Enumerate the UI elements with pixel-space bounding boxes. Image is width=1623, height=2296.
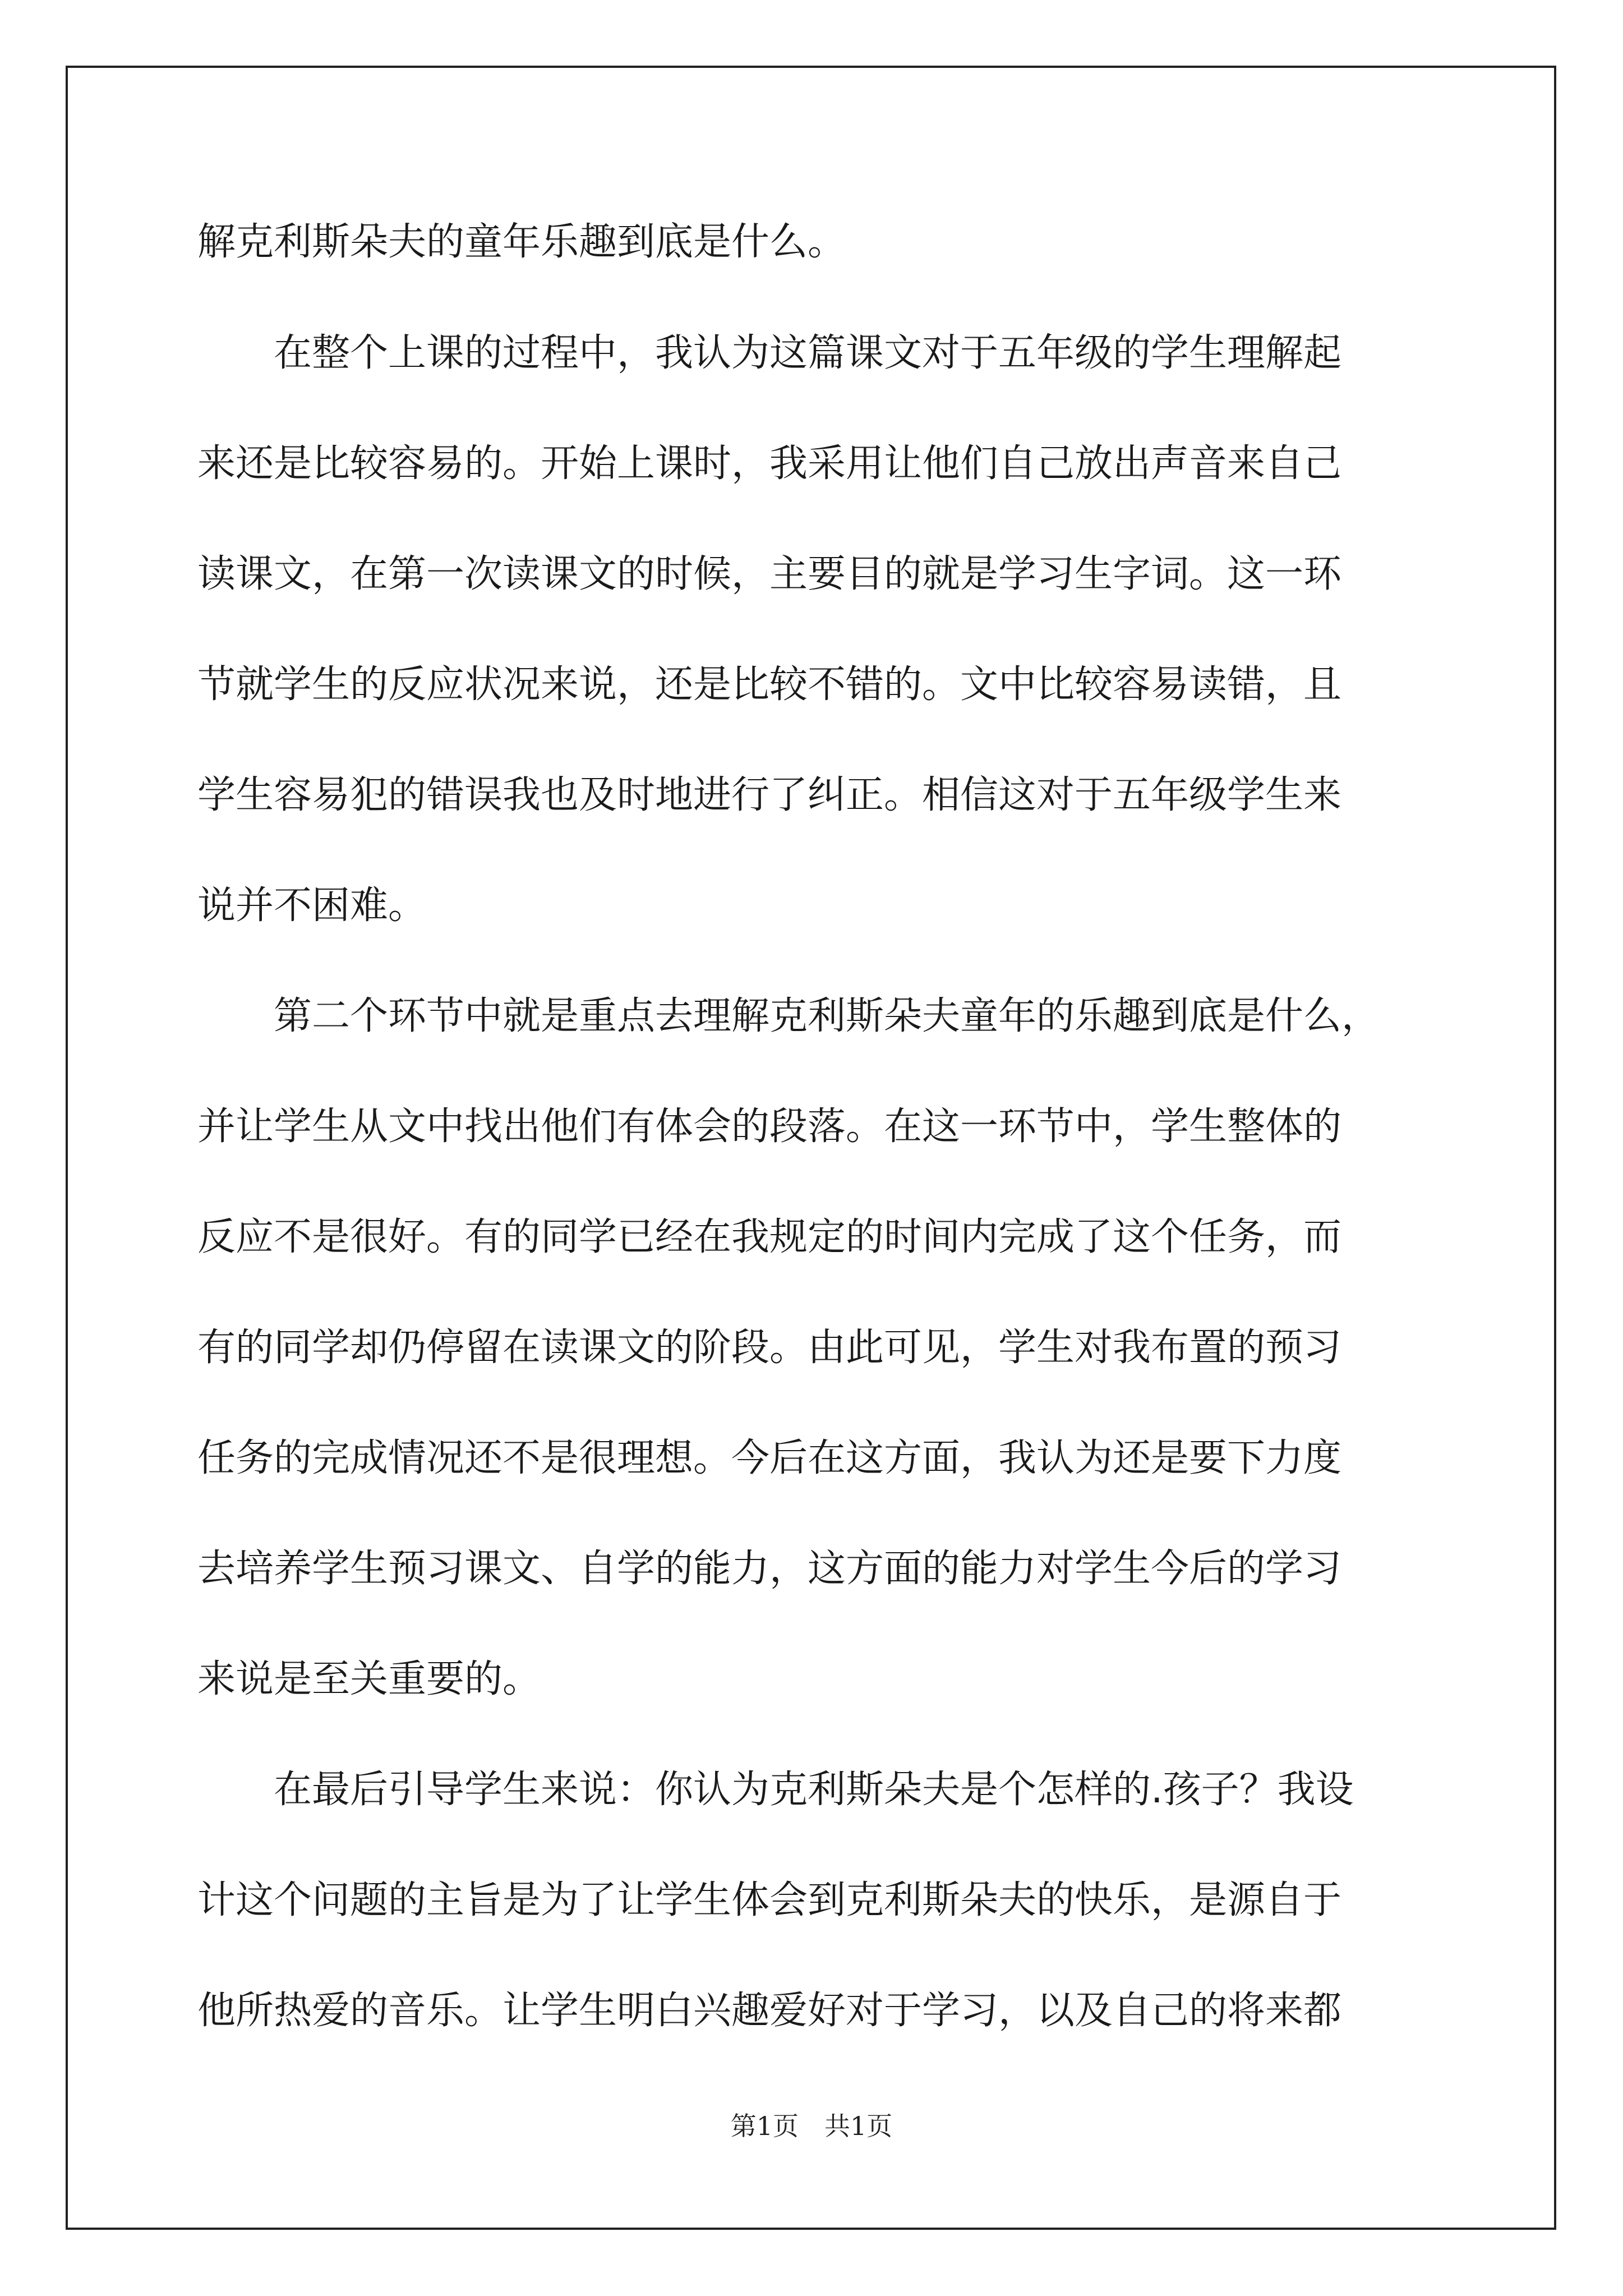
- body-line: 他所热爱的音乐。让学生明白兴趣爱好对于学习，以及自己的将来都: [197, 1989, 1342, 2033]
- body-line: 并让学生从文中找出他们有体会的段落。在这一环节中，学生整体的: [197, 1105, 1342, 1149]
- body-line: 反应不是很好。有的同学已经在我规定的时间内完成了这个任务，而: [197, 1215, 1342, 1259]
- page-number-footer: 第1页 共1页: [730, 2111, 893, 2141]
- body-line: 解克利斯朵夫的童年乐趣到底是什么。: [197, 220, 846, 264]
- body-line: 来说是至关重要的。: [197, 1657, 541, 1701]
- body-line: 来还是比较容易的。开始上课时，我采用让他们自己放出声音来自己: [197, 441, 1342, 486]
- body-line: 任务的完成情况还不是很理想。今后在这方面，我认为还是要下力度: [197, 1436, 1342, 1480]
- body-line: 第二个环节中就是重点去理解克利斯朵夫童年的乐趣到底是什么，: [197, 994, 1380, 1038]
- body-line: 说并不困难。: [197, 884, 427, 928]
- body-line: 有的同学却仍停留在读课文的阶段。由此可见，学生对我布置的预习: [197, 1326, 1342, 1370]
- body-line: 在最后引导学生来说：你认为克利斯朵夫是个怎样的.孩子？我设: [197, 1768, 1354, 1812]
- body-line: 学生容易犯的错误我也及时地进行了纠正。相信这对于五年级学生来: [197, 773, 1342, 817]
- body-line: 计这个问题的主旨是为了让学生体会到克利斯朵夫的快乐，是源自于: [197, 1878, 1342, 1922]
- body-line: 读课文，在第一次读课文的时候，主要目的就是学习生字词。这一环: [197, 552, 1342, 596]
- body-line: 节就学生的反应状况来说，还是比较不错的。文中比较容易读错，且: [197, 662, 1342, 707]
- body-line: 在整个上课的过程中，我认为这篇课文对于五年级的学生理解起: [197, 331, 1342, 375]
- body-line: 去培养学生预习课文、自学的能力，这方面的能力对学生今后的学习: [197, 1547, 1342, 1591]
